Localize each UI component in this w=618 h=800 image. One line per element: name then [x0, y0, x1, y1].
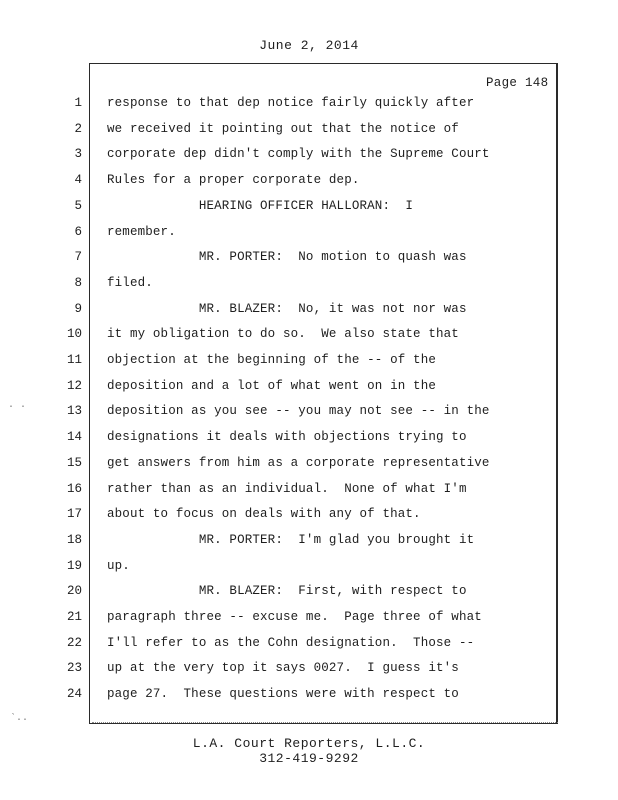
line-number: 4 — [74, 173, 82, 188]
transcript-line — [0, 196, 618, 222]
transcript-line — [0, 479, 618, 505]
line-text: get answers from him as a corporate representative — [107, 455, 490, 470]
line-number: 5 — [74, 198, 82, 213]
transcript-line — [0, 684, 618, 710]
transcript-line — [0, 222, 618, 248]
line-text: deposition as you see -- you may not see -- in the — [107, 404, 490, 419]
line-text: HEARING OFFICER HALLORAN: I — [107, 198, 414, 213]
line-number: 23 — [66, 661, 82, 676]
line-number: 8 — [74, 275, 82, 290]
line-number: 22 — [66, 635, 82, 650]
line-number: 24 — [66, 687, 82, 702]
line-number: 17 — [66, 507, 82, 522]
line-text: deposition and a lot of what went on in the — [107, 378, 437, 393]
line-text: corporate dep didn't comply with the Supreme Court — [107, 147, 490, 162]
line-text: we received it pointing out that the notice of — [107, 121, 459, 136]
transcript-line — [0, 299, 618, 325]
line-text: I'll refer to as the Cohn designation. Those -- — [107, 635, 475, 650]
line-text: response to that dep notice fairly quickly after — [107, 96, 475, 110]
transcript-line — [0, 376, 618, 402]
transcript-line — [0, 530, 618, 556]
line-number: 19 — [66, 558, 82, 573]
line-text: filed. — [107, 275, 153, 290]
line-text: rather than as an individual. None of what I'm — [107, 481, 467, 496]
line-text: Rules for a proper corporate dep. — [107, 173, 360, 188]
frame-shadow — [92, 722, 558, 727]
line-number: 2 — [74, 121, 82, 136]
line-text: remember. — [107, 224, 176, 239]
page-footer — [0, 736, 618, 766]
line-text: designations it deals with objections trying to — [107, 430, 467, 445]
line-number: 13 — [66, 404, 82, 419]
line-text: MR. BLAZER: First, with respect to — [107, 584, 467, 599]
line-number: 1 — [74, 96, 82, 110]
line-number: 3 — [74, 147, 82, 162]
line-text: page 27. These questions were with respect to — [107, 687, 459, 702]
line-text: MR. PORTER: I'm glad you brought it — [107, 532, 475, 547]
transcript-line — [0, 633, 618, 659]
transcript-line — [0, 607, 618, 633]
line-number: 12 — [66, 378, 82, 393]
line-number: 10 — [66, 327, 82, 342]
line-number: 15 — [66, 455, 82, 470]
transcript-line — [0, 350, 618, 376]
line-text: about to focus on deals with any of that. — [107, 507, 421, 522]
page-number: Page 148 — [486, 76, 549, 90]
transcript-line — [0, 504, 618, 530]
transcript-line — [0, 556, 618, 582]
footer-company: L.A. Court Reporters, L.L.C. — [192, 736, 426, 751]
transcript-line — [0, 273, 618, 299]
transcript-line — [0, 144, 618, 170]
line-number: 16 — [66, 481, 82, 496]
transcript-line — [0, 581, 618, 607]
transcript-line — [0, 93, 618, 119]
transcript-date: June 2, 2014 — [259, 38, 359, 53]
line-number: 14 — [66, 430, 82, 445]
line-number: 11 — [66, 353, 82, 367]
footer-phone: 312-419-9292 — [259, 751, 359, 766]
line-number: 20 — [66, 584, 82, 599]
line-number: 6 — [74, 224, 82, 239]
line-number: 9 — [74, 301, 82, 316]
transcript-line — [0, 324, 618, 350]
transcript-line — [0, 170, 618, 196]
transcript-line — [0, 453, 618, 479]
line-number: 21 — [66, 610, 82, 624]
line-number: 18 — [66, 532, 82, 547]
transcript-line — [0, 401, 618, 427]
line-text: MR. BLAZER: No, it was not nor was — [107, 301, 467, 316]
line-text: MR. PORTER: No motion to quash was — [107, 250, 467, 265]
line-text: objection at the beginning of the -- of the — [107, 353, 437, 367]
scan-speck: · · — [8, 402, 27, 413]
line-text: up. — [107, 558, 130, 573]
line-text: it my obligation to do so. We also state that — [107, 327, 459, 342]
transcript-line — [0, 247, 618, 273]
transcript-line — [0, 119, 618, 145]
line-text: up at the very top it says 0027. I guess it's — [107, 661, 459, 676]
line-text: paragraph three -- excuse me. Page three of what — [107, 610, 482, 624]
scan-speck: ‵.. — [10, 713, 29, 724]
line-number: 7 — [74, 250, 82, 265]
transcript-line — [0, 658, 618, 684]
transcript-line — [0, 427, 618, 453]
